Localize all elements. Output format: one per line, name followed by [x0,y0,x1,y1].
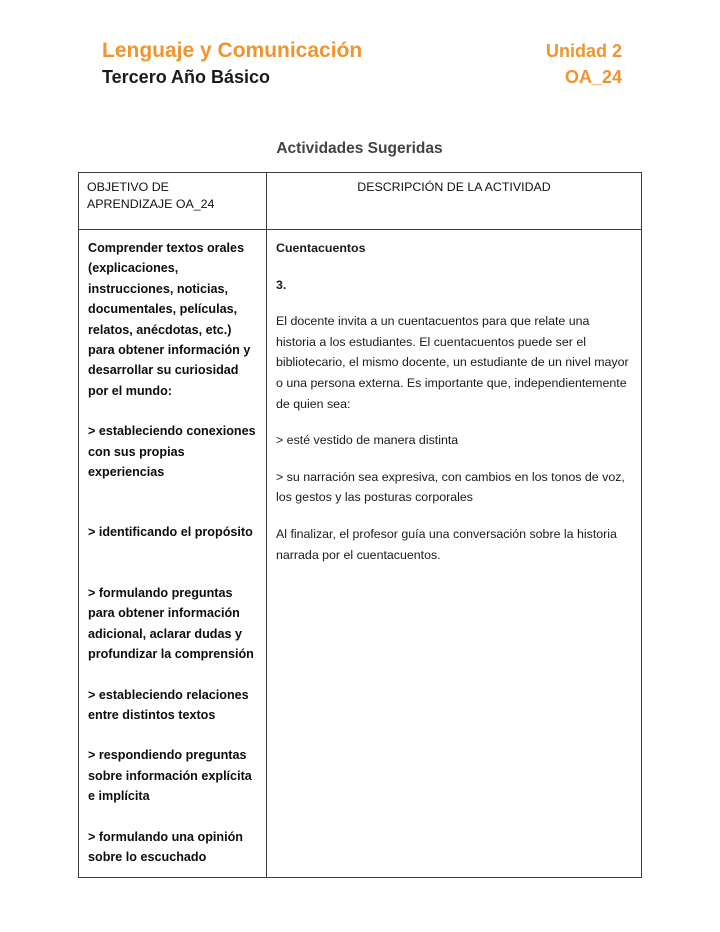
document-header [78,38,622,98]
header-left-group [102,38,362,89]
oa-code-label: OA_24 [564,67,622,87]
table-header-objective-line2: APRENDIZAJE OA_24 [87,197,215,211]
objective-bullet-0: > estableciendo conexiones con sus propias experiencias [88,424,256,480]
objective-content [88,238,256,867]
header-right-group [546,38,622,89]
table-header-objective [79,173,267,230]
description-content [276,238,631,565]
objective-intro: Comprender textos orales (explicaciones, instrucciones, noticias, documentales, películas, relatos, anécdotas, etc.) para obtener información y desarrollar su curiosidad por el mundo: [88,241,251,398]
activity-bullet-1: > su narración sea expresiva, con cambios en los tonos de voz, los gestos y las posturas corporales [276,469,625,505]
section-title: Actividades Sugeridas [276,140,443,157]
activity-paragraph-1: El docente invita a un cuentacuentos para que relate una historia a los estudiantes. El cuentacuentos puede ser el bibliotecario, el mismo docente, un estudiante de un nivel mayor o una persona externa. Es importante que, independientemente de quien sea: [276,314,629,411]
activity-title: Cuentacuentos [276,241,366,255]
table-header-row [79,173,642,230]
objective-bullet-1: > identificando el propósito [88,525,253,540]
table-row [79,230,642,878]
objective-bullet-3: > estableciendo relaciones entre distintos textos [88,687,249,722]
unit-label: Unidad 2 [545,41,622,61]
activity-number: 3. [276,277,287,292]
activities-table [78,172,642,878]
objective-bullet-5: > formulando una opinión sobre lo escuchado [88,829,243,864]
objective-cell [79,230,267,878]
objective-bullet-2: > formulando preguntas para obtener información adicional, aclarar dudas y profundizar la comprensión [88,585,254,662]
description-cell [267,230,642,878]
table-header-objective-line1: OBJETIVO DE [87,180,169,194]
subject-title: Lenguaje y Comunicación [102,39,363,62]
activity-bullet-0: > esté vestido de manera distinta [276,433,459,448]
activity-closing: Al finalizar, el profesor guía una conversación sobre la historia narrada por el cuentacuentos. [276,526,617,562]
objective-bullet-4: > respondiendo preguntas sobre información explícita e implícita [88,748,252,804]
grade-title: Tercero Año Básico [102,67,271,87]
table-header-description: DESCRIPCIÓN DE LA ACTIVIDAD [267,173,642,230]
